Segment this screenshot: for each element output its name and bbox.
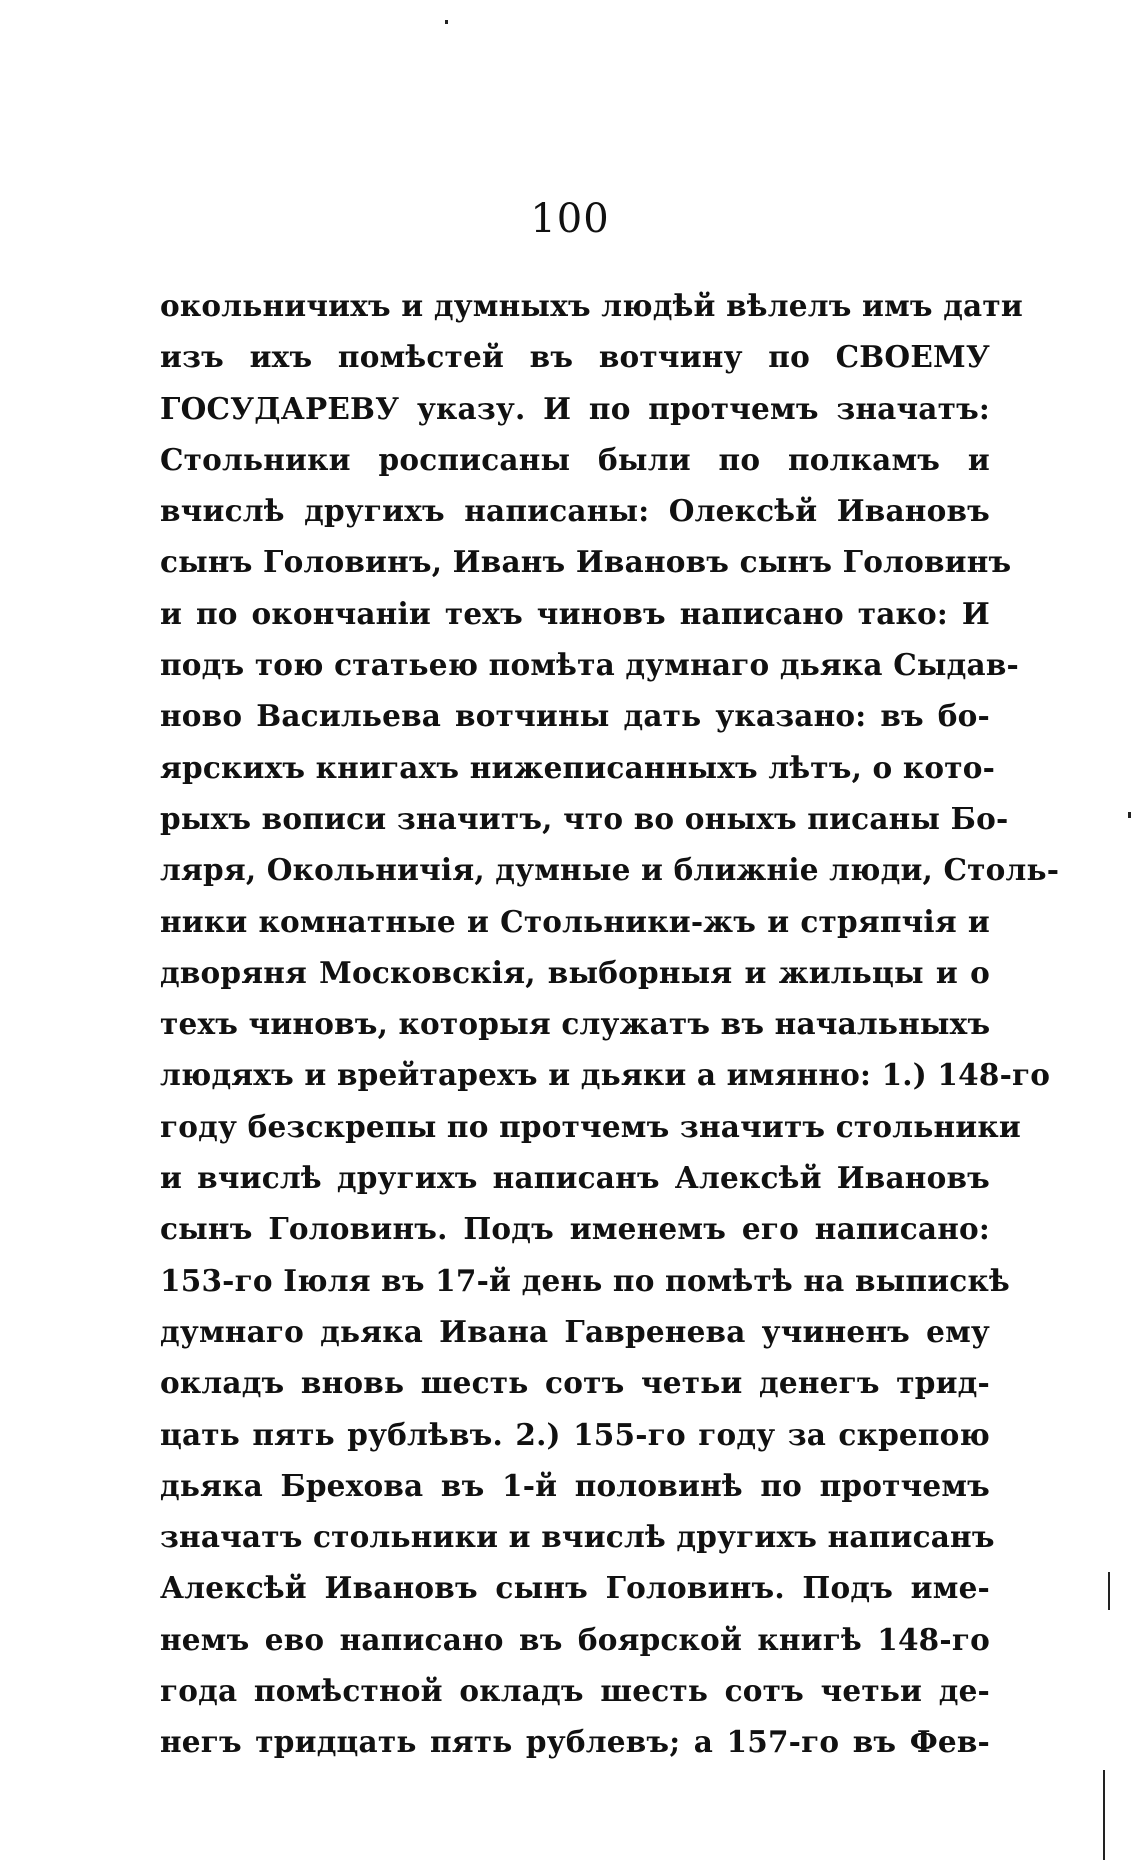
text-line: дьяка Брехова въ 1-й половинѣ по протчемъ (160, 1467, 990, 1503)
text-line: и вчислѣ другихъ написанъ Алексѣй Ивановъ (160, 1160, 990, 1196)
text-line: сынъ Головинъ, Иванъ Ивановъ сынъ Головинъ (160, 544, 1012, 580)
text-line: 153-го Іюля въ 17-й день по помѣтѣ на выпискѣ (160, 1262, 1010, 1298)
text-line: окладъ вновь шесть сотъ четьи денегъ трид- (160, 1365, 990, 1401)
text-line: ники комнатные и Стольники-жъ и стряпчія и (160, 903, 990, 939)
text-line: подъ тою статьею помѣта думнаго дьяка Сыдав- (160, 647, 1019, 683)
text-line: году безскрепы по протчемъ значитъ стольники (160, 1108, 1021, 1144)
text-line: людяхъ и врейтарехъ и дьяки а имянно: 1.) 148-го (160, 1057, 1051, 1093)
text-line: техъ чиновъ, которыя служатъ въ начальныхъ (160, 1006, 991, 1042)
scan-speck (1108, 1572, 1110, 1610)
text-line: значатъ стольники и вчислѣ другихъ написанъ (160, 1519, 995, 1555)
body-text (160, 280, 1060, 1768)
text-line: негъ тридцать пять рублевъ; а 157-го въ Фев- (160, 1724, 990, 1760)
text-line: Стольники росписаны были по полкамъ и (160, 441, 990, 477)
text-line: ново Васильева вотчины дать указано: въ бо- (160, 698, 990, 734)
text-line: вчислѣ другихъ написаны: Олексѣй Ивановъ (160, 493, 990, 529)
text-line: ярскихъ книгахъ нижеписанныхъ лѣтъ, о кото- (160, 749, 996, 785)
text-line: рыхъ вописи значитъ, что во оныхъ писаны Бо- (160, 800, 1009, 836)
scan-speck (1128, 812, 1131, 818)
text-line: думнаго дьяка Ивана Гавренева учиненъ ему (160, 1313, 990, 1349)
page-number: 100 (530, 196, 610, 242)
text-line: немъ ево написано въ боярской книгѣ 148-го (160, 1621, 990, 1657)
scan-speck (445, 20, 448, 24)
text-line: года помѣстной окладъ шесть сотъ четьи де- (160, 1673, 990, 1709)
text-line: изъ ихъ помѣстей въ вотчину по СВОЕМУ (160, 339, 990, 375)
text-line: ляря, Окольничія, думные и ближніе люди, Столь- (160, 852, 1060, 888)
text-line: Алексѣй Ивановъ сынъ Головинъ. Подъ име- (160, 1570, 990, 1606)
text-line: окольничихъ и думныхъ людѣй вѣлелъ имъ дати (160, 288, 1023, 323)
text-line: сынъ Головинъ. Подъ именемъ его написано: (160, 1211, 990, 1247)
text-line: цать пять рублѣвъ. 2.) 155-го году за скрепою (160, 1416, 990, 1452)
text-line: дворяня Московскія, выборныя и жильцы и о (160, 954, 990, 990)
text-line: ГОСУДАРЕВУ указу. И по протчемъ значатъ: (160, 390, 990, 426)
scan-speck (1103, 1770, 1105, 1860)
text-line: и по окончаніи техъ чиновъ написано тако: И (160, 595, 990, 631)
